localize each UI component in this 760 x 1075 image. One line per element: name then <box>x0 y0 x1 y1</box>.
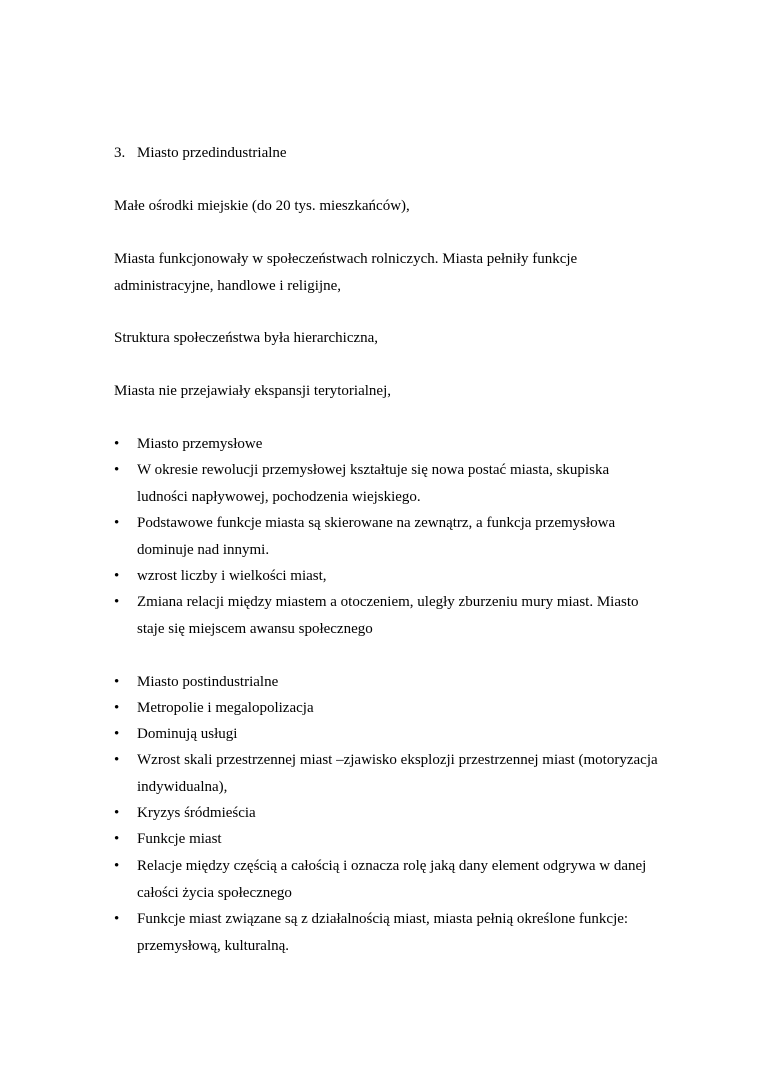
list-item: Funkcje miast <box>137 831 222 847</box>
heading-number: 3. <box>114 145 126 161</box>
list-item: Kryzys śródmieścia <box>137 805 256 821</box>
list-item: Zmiana relacji między miastem a otoczeniem, uległy zburzeniu mury miast. Miasto <box>137 594 639 610</box>
list-item: wzrost liczby i wielkości miast, <box>137 568 327 584</box>
bullet-icon: • <box>114 594 120 610</box>
bullet-icon: • <box>114 858 120 874</box>
bullet-icon: • <box>114 726 120 742</box>
paragraph: Miasta nie przejawiały ekspansji terytorialnej, <box>114 383 391 399</box>
bullet-icon: • <box>114 436 120 452</box>
list-item-continuation: staje się miejscem awansu społecznego <box>137 621 373 637</box>
list-item: Dominują usługi <box>137 726 238 742</box>
list-item: Metropolie i megalopolizacja <box>137 700 314 716</box>
bullet-icon: • <box>114 515 120 531</box>
list-item: Miasto postindustrialne <box>137 674 279 690</box>
paragraph: Miasta funkcjonowały w społeczeństwach rolniczych. Miasta pełniły funkcje <box>114 251 578 267</box>
list-item: Podstawowe funkcje miasta są skierowane na zewnątrz, a funkcja przemysłowa <box>137 515 616 531</box>
list-item: W okresie rewolucji przemysłowej kształtuje się nowa postać miasta, skupiska <box>137 462 610 478</box>
list-item: Wzrost skali przestrzennej miast –zjawisko eksplozji przestrzennej miast (motoryzacja <box>137 752 658 768</box>
paragraph: Struktura społeczeństwa była hierarchiczna, <box>114 330 379 346</box>
bullet-icon: • <box>114 831 120 847</box>
list-item: Relacje między częścią a całością i oznacza rolę jaką dany element odgrywa w danej <box>137 858 647 874</box>
bullet-icon: • <box>114 752 120 768</box>
list-item-continuation: przemysłową, kulturalną. <box>137 938 290 954</box>
list-item-continuation: indywidualna), <box>137 779 228 795</box>
bullet-icon: • <box>114 700 120 716</box>
list-item: Miasto przemysłowe <box>137 436 263 452</box>
list-item-continuation: ludności napływowej, pochodzenia wiejskiego. <box>137 489 421 505</box>
list-item: Funkcje miast związane są z działalnością miast, miasta pełnią określone funkcje: <box>137 911 629 927</box>
bullet-icon: • <box>114 568 120 584</box>
paragraph: Małe ośrodki miejskie (do 20 tys. mieszkańców), <box>114 198 410 214</box>
bullet-icon: • <box>114 805 120 821</box>
bullet-icon: • <box>114 911 120 927</box>
paragraph-continuation: administracyjne, handlowe i religijne, <box>114 278 342 294</box>
bullet-icon: • <box>114 674 120 690</box>
heading-title: Miasto przedindustrialne <box>137 145 287 161</box>
list-item-continuation: dominuje nad innymi. <box>137 542 270 558</box>
bullet-icon: • <box>114 462 120 478</box>
list-item-continuation: całości życia społecznego <box>137 885 292 901</box>
